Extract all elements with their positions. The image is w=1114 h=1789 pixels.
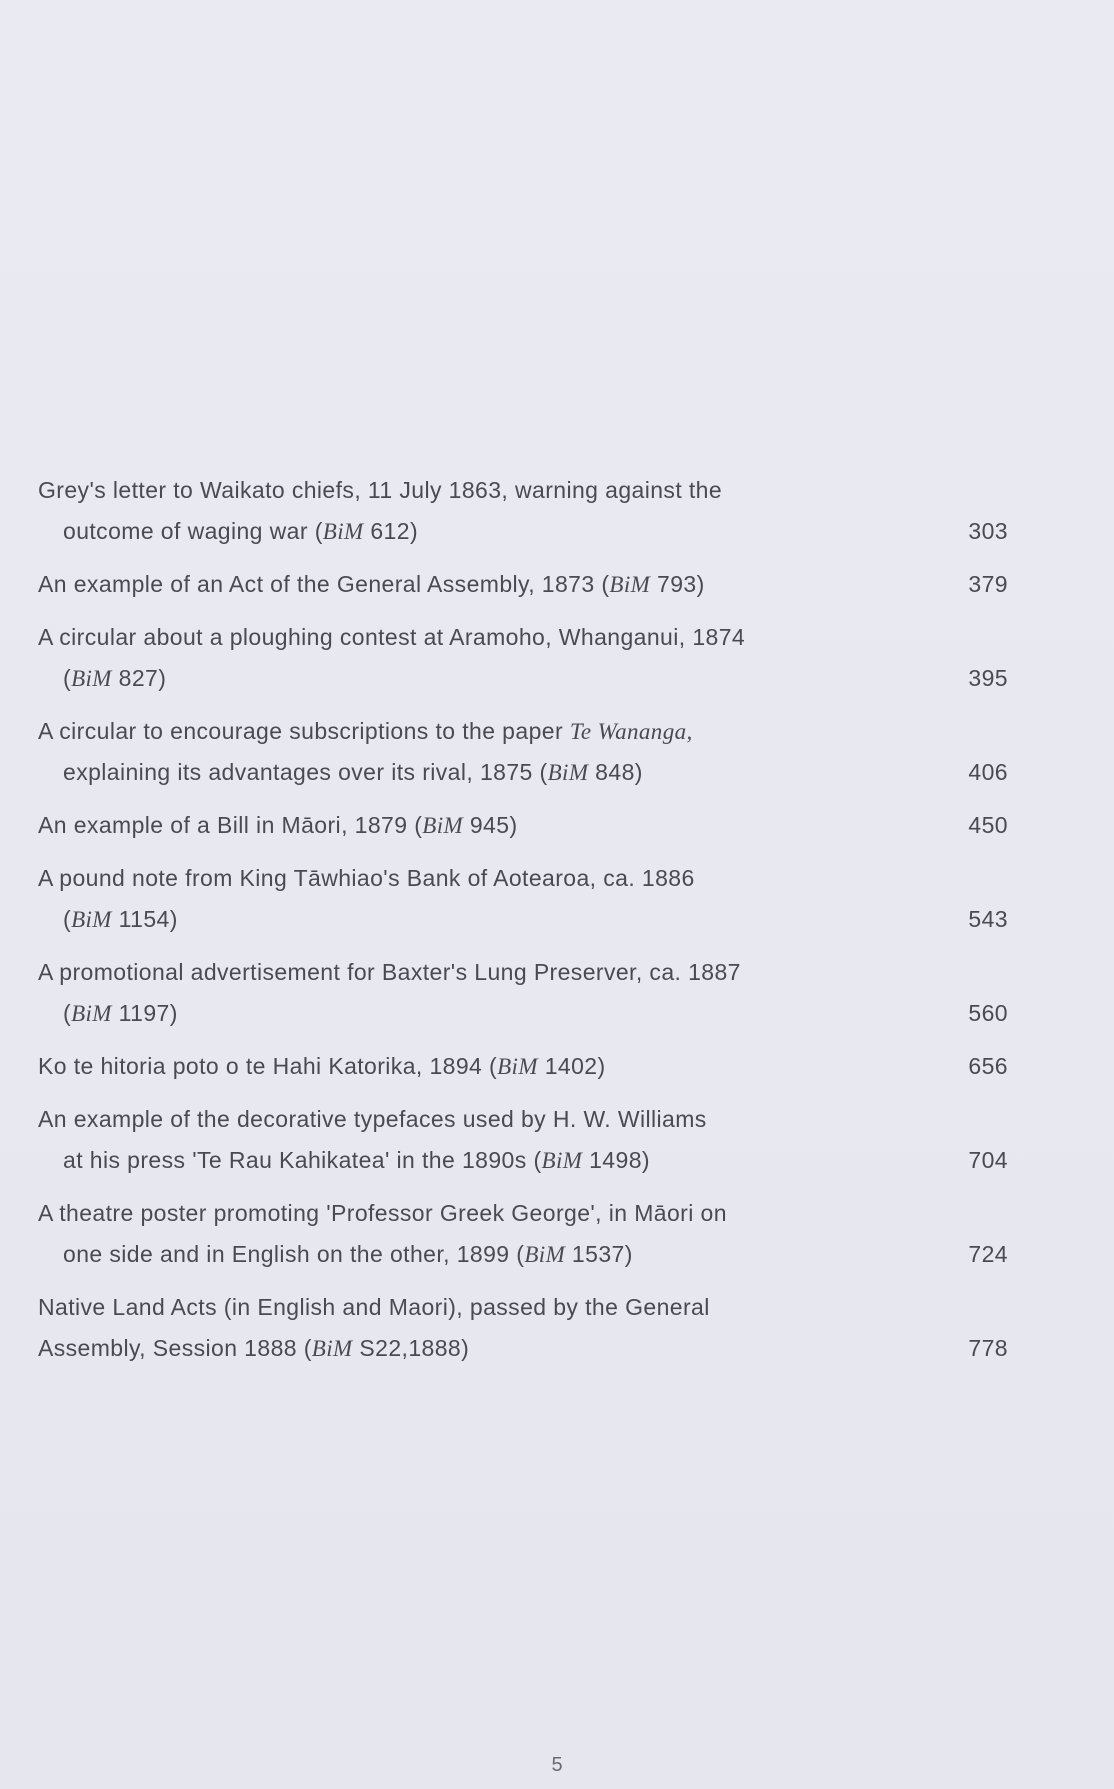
page-number: 724 <box>968 1241 1008 1267</box>
list-item <box>38 1287 1008 1369</box>
page-number: 704 <box>968 1147 1008 1173</box>
list-item <box>38 564 1008 605</box>
page-number: 778 <box>968 1335 1008 1361</box>
entry-title-line: An example of the decorative typefaces used by H. W. Williams <box>38 1106 707 1132</box>
entry-title-line: An example of a Bill in Māori, 1879 (BiM 945) <box>38 812 518 838</box>
page-number: 303 <box>968 518 1008 544</box>
entry-title-line: Ko te hitoria poto o te Hahi Katorika, 1894 (BiM 1402) <box>38 1053 606 1079</box>
list-item <box>38 470 1008 552</box>
list-item <box>38 1099 1008 1181</box>
list-item <box>38 711 1008 793</box>
list-item <box>38 805 1008 846</box>
entry-title-line: one side and in English on the other, 1899 (BiM 1537) <box>63 1241 633 1267</box>
page-number: 656 <box>968 1053 1008 1079</box>
page-number: 406 <box>968 759 1008 785</box>
list-item <box>38 858 1008 940</box>
entry-title-line: A circular to encourage subscriptions to the paper Te Wananga, <box>38 718 693 744</box>
entry-title-line: A pound note from King Tāwhiao's Bank of Aotearoa, ca. 1886 <box>38 865 695 891</box>
list-of-illustrations <box>38 470 1008 1381</box>
entry-title-line: (BiM 827) <box>63 665 167 691</box>
list-item <box>38 1046 1008 1087</box>
folio-page-number: 5 <box>551 1754 563 1776</box>
list-item <box>38 1193 1008 1275</box>
entry-title-line: A circular about a ploughing contest at Aramoho, Whanganui, 1874 <box>38 624 746 650</box>
entry-title-line: (BiM 1197) <box>63 1000 178 1026</box>
entry-title-line: Assembly, Session 1888 (BiM S22,1888) <box>38 1335 470 1361</box>
page-number: 450 <box>968 812 1008 838</box>
entry-title-line: at his press 'Te Rau Kahikatea' in the 1890s (BiM 1498) <box>63 1147 650 1173</box>
list-item <box>38 952 1008 1034</box>
entry-title-line: (BiM 1154) <box>63 906 178 932</box>
entry-title-line: explaining its advantages over its rival, 1875 (BiM 848) <box>63 759 643 785</box>
list-item <box>38 617 1008 699</box>
entry-title-line: An example of an Act of the General Assembly, 1873 (BiM 793) <box>38 571 705 597</box>
entry-title-line: Native Land Acts (in English and Maori), passed by the General <box>38 1294 710 1320</box>
page-number: 379 <box>968 571 1008 597</box>
entry-title-line: Grey's letter to Waikato chiefs, 11 July 1863, warning against the <box>38 477 723 503</box>
entry-title-line: A promotional advertisement for Baxter's Lung Preserver, ca. 1887 <box>38 959 741 985</box>
page-number: 395 <box>968 665 1008 691</box>
entry-title-line: A theatre poster promoting 'Professor Greek George', in Māori on <box>38 1200 727 1226</box>
entry-title-line: outcome of waging war (BiM 612) <box>63 518 419 544</box>
page-number: 560 <box>968 1000 1008 1026</box>
page-number: 543 <box>968 906 1008 932</box>
